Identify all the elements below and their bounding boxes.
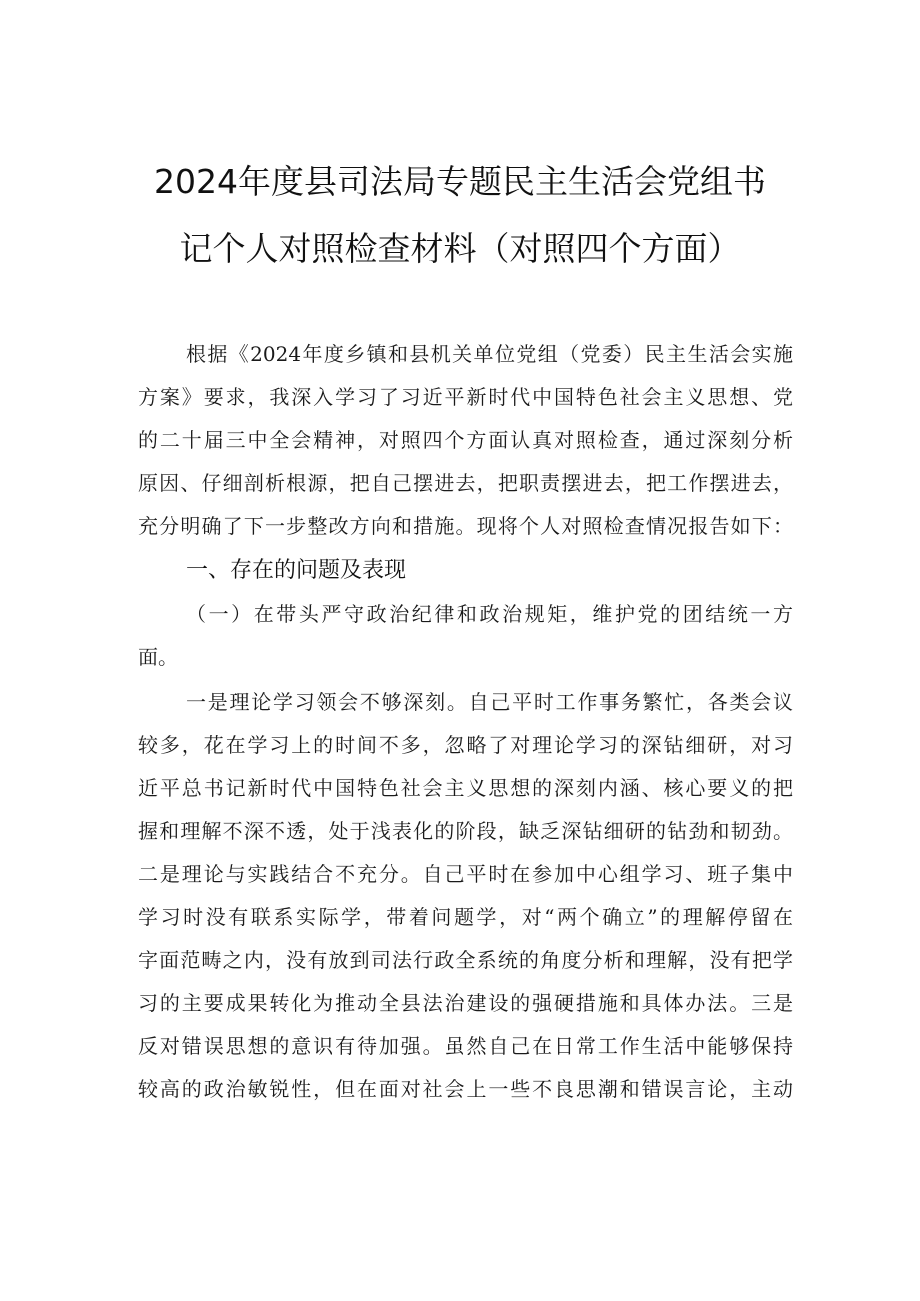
- intro-line: 原因、仔细剖析根源，把自己摆进去，把职责摆进去，把工作摆进去，: [138, 471, 793, 495]
- intro-line: 充分明确了下一步整改方向和措施。现将个人对照检查情况报告如下：: [138, 514, 793, 538]
- document-title-line-1: 2024年度县司法局专题民主生活会党组书: [154, 162, 766, 201]
- intro-line: 根据《2024年度乡镇和县机关单位党组（党委）民主生活会实施: [186, 342, 793, 366]
- document-title-line-2: 记个人对照检查材料（对照四个方面）: [179, 229, 741, 268]
- body-line: 学习时没有联系实际学，带着问题学，对“两个确立”的理解停留在: [138, 905, 793, 929]
- body-line: 握和理解不深不透，处于浅表化的阶段，缺乏深钻细研的钻劲和韧劲。: [138, 819, 793, 843]
- subsection-line: 面。: [138, 645, 178, 669]
- body-line: 反对错误思想的意识有待加强。虽然自己在日常工作生活中能够保持: [138, 1034, 793, 1058]
- body-line: 较多，花在学习上的时间不多，忽略了对理论学习的深钻细研，对习: [138, 733, 793, 757]
- body-line: 一是理论学习领会不够深刻。自己平时工作事务繁忙，各类会议: [186, 690, 793, 714]
- intro-line: 的二十届三中全会精神，对照四个方面认真对照检查，通过深刻分析: [138, 428, 793, 452]
- intro-line: 方案》要求，我深入学习了习近平新时代中国特色社会主义思想、党: [138, 385, 793, 409]
- body-line: 字面范畴之内，没有放到司法行政全系统的角度分析和理解，没有把学: [138, 948, 793, 972]
- body-line: 习的主要成果转化为推动全县法治建设的强硬措施和具体办法。三是: [138, 991, 793, 1015]
- body-line: 近平总书记新时代中国特色社会主义思想的深刻内涵、核心要义的把: [138, 776, 793, 800]
- body-line: 较高的政治敏锐性，但在面对社会上一些不良思潮和错误言论，主动: [138, 1077, 793, 1101]
- subsection-line: （一）在带头严守政治纪律和政治规矩，维护党的团结统一方: [186, 602, 793, 626]
- body-line: 二是理论与实践结合不充分。自己平时在参加中心组学习、班子集中: [138, 862, 793, 886]
- section-heading: 一、存在的问题及表现: [186, 558, 407, 583]
